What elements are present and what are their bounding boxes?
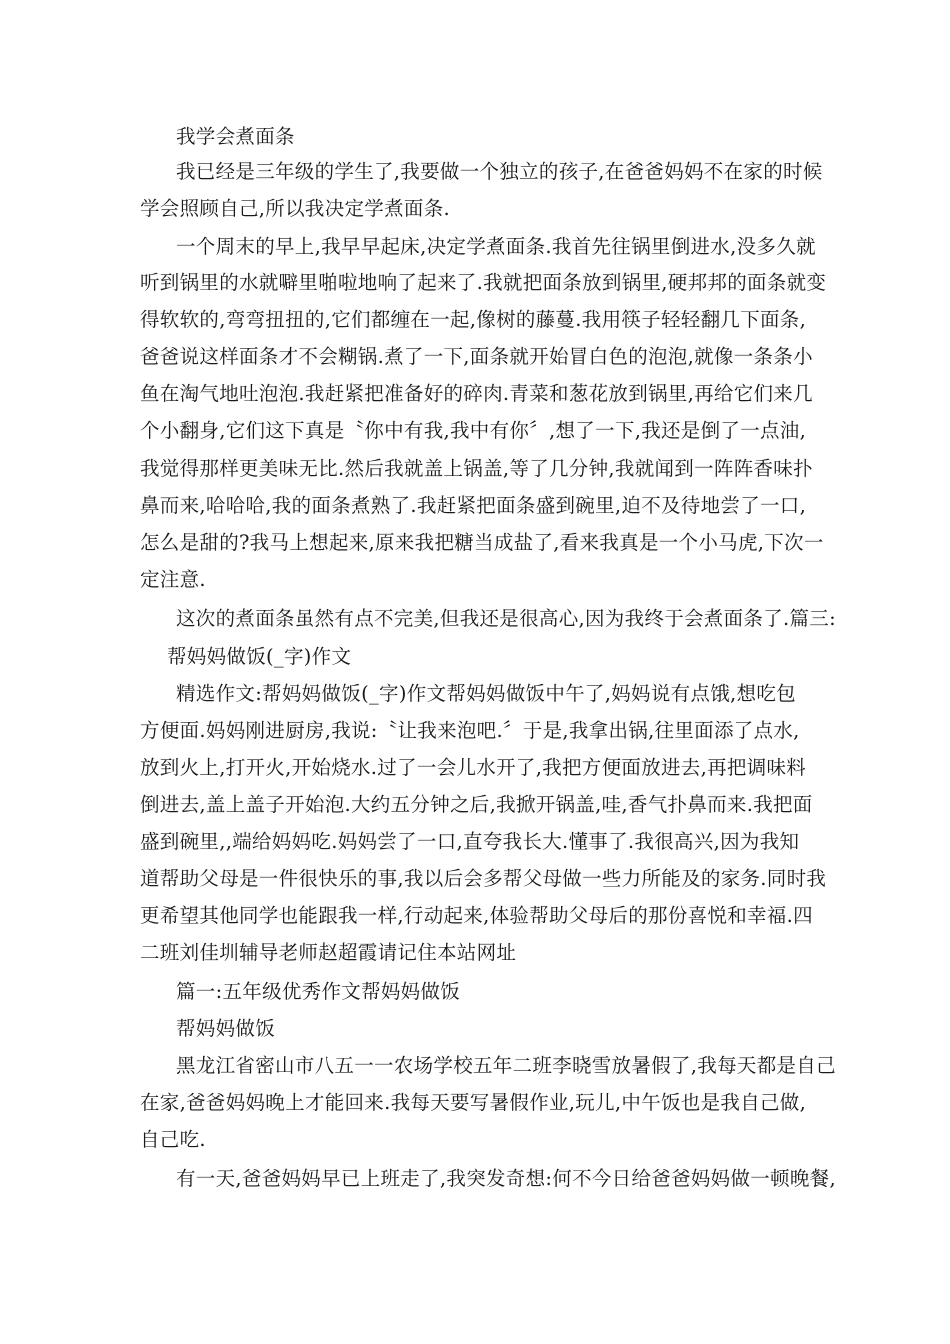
paragraph-line: 黑龙江省密山市八五一一农场学校五年二班李晓雪放暑假了,我每天都是自己	[176, 1054, 836, 1077]
paragraph-line: 方便面.妈妈刚进厨房,我说:〝让我来泡吧.〞于是,我拿出锅,往里面添了点水,	[140, 719, 800, 742]
paragraph-line: 定注意.	[140, 568, 206, 591]
paragraph-line: 鼻而来,哈哈哈,我的面条煮熟了.我赶紧把面条盛到碗里,迫不及待地尝了一口,	[140, 494, 807, 517]
paragraph-line: 怎么是甜的?我马上想起来,原来我把糖当成盐了,看来我真是一个小马虎,下次一	[140, 531, 824, 554]
section-heading: 帮妈妈做饭(_字)作文	[167, 645, 352, 668]
paragraph-line: 我觉得那样更美味无比.然后我就盖上锅盖,等了几分钟,我就闻到一阵阵香味扑	[140, 457, 813, 480]
paragraph-line: 精选作文:帮妈妈做饭(_字)作文帮妈妈做饭中午了,妈妈说有点饿,想吃包	[176, 682, 796, 705]
essay-title: 我学会煮面条	[176, 125, 295, 148]
paragraph-line: 在家,爸爸妈妈晚上才能回来.我每天要写暑假作业,玩儿,中午饭也是我自己做,	[140, 1091, 807, 1114]
paragraph-line: 有一天,爸爸妈妈早已上班走了,我突发奇想:何不今日给爸爸妈妈做一顿晚餐,	[176, 1167, 836, 1190]
paragraph-line: 盛到碗里,,端给妈妈吃.妈妈尝了一口,直夸我长大.懂事了.我很高兴,因为我知	[140, 830, 800, 853]
paragraph-line: 我已经是三年级的学生了,我要做一个独立的孩子,在爸爸妈妈不在家的时候	[176, 160, 823, 183]
paragraph-line: 学会照顾自己,所以我决定学煮面条.	[140, 197, 450, 220]
paragraph-line: 个小翻身,它们这下真是〝你中有我,我中有你〞,想了一下,我还是倒了一点油,	[140, 419, 807, 442]
paragraph-line: 得软软的,弯弯扭扭的,它们都缠在一起,像树的藤蔓.我用筷子轻轻翻几下面条,	[140, 308, 807, 331]
paragraph-line: 更希望其他同学也能跟我一样,行动起来,体验帮助父母后的那份喜悦和幸福.四	[140, 904, 813, 927]
paragraph-line: 鱼在淘气地吐泡泡.我赶紧把准备好的碎肉.青菜和葱花放到锅里,再给它们来几	[140, 382, 813, 405]
paragraph-line: 自己吃.	[140, 1128, 206, 1151]
essay-title: 帮妈妈做饭	[176, 1017, 276, 1040]
paragraph-line: 二班刘佳圳辅导老师赵超霞请记住本站网址	[140, 941, 517, 964]
paragraph-line: 放到火上,打开火,开始烧水.过了一会儿水开了,我把方便面放进去,再把调味料	[140, 756, 807, 779]
paragraph-line: 一个周末的早上,我早早起床,决定学煮面条.我首先往锅里倒进水,没多久就	[176, 235, 816, 258]
paragraph-line: 倒进去,盖上盖子开始泡.大约五分钟之后,我掀开锅盖,哇,香气扑鼻而来.我把面	[140, 793, 813, 816]
paragraph-line: 听到锅里的水就噼里啪啦地响了起来了.我就把面条放到锅里,硬邦邦的面条就变	[140, 271, 827, 294]
paragraph-line: 爸爸说这样面条才不会糊锅.煮了一下,面条就开始冒白色的泡泡,就像一条条小	[140, 345, 813, 368]
section-heading: 篇一:五年级优秀作文帮妈妈做饭	[176, 980, 461, 1003]
paragraph-line: 这次的煮面条虽然有点不完美,但我还是很高心,因为我终于会煮面条了.篇三:	[176, 607, 836, 630]
paragraph-line: 道帮助父母是一件很快乐的事,我以后会多帮父母做一些力所能及的家务.同时我	[140, 867, 827, 890]
